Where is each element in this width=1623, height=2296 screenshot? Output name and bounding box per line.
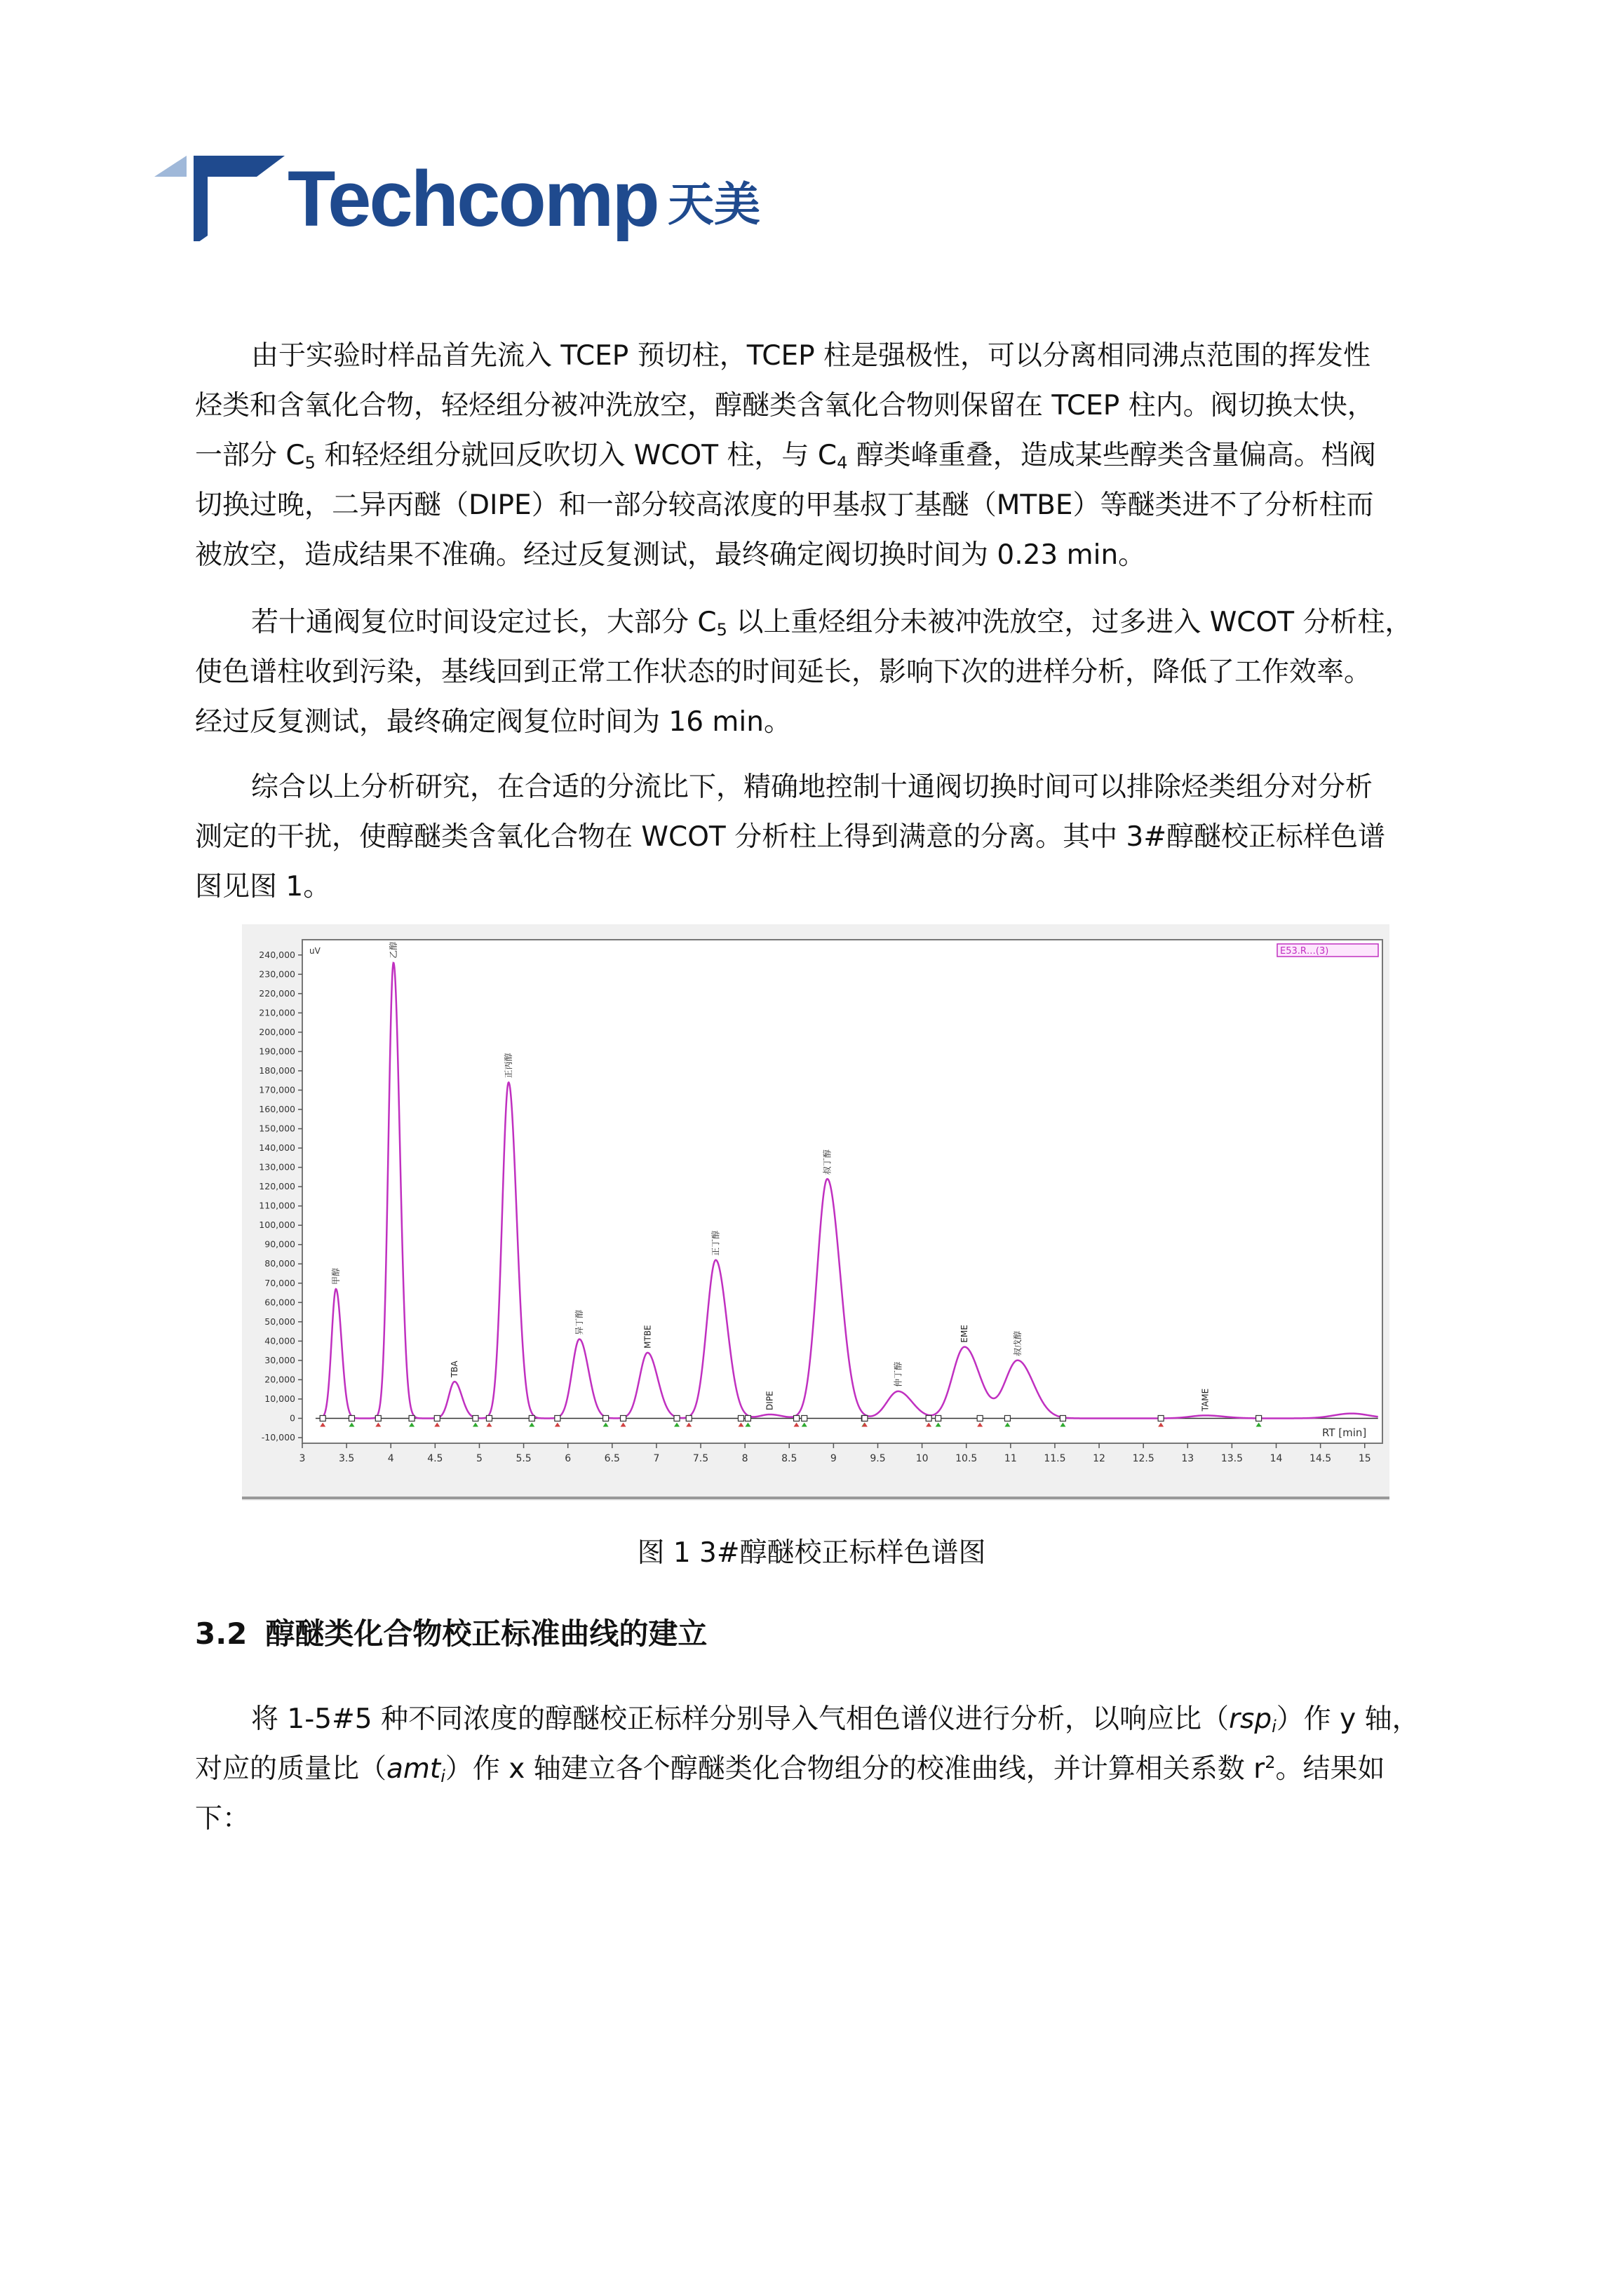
- x-tick-label: 9.5: [870, 1453, 886, 1464]
- peak-label: TBA: [450, 1360, 460, 1378]
- x-tick-label: 11: [1004, 1453, 1017, 1464]
- text-line: 被放空，造成结果不准确。经过反复测试，最终确定阀切换时间为 0.23 min。: [195, 539, 1146, 571]
- figure-caption: 图 1 3#醇醚校正标样色谱图: [637, 1537, 986, 1569]
- techcomp-logo: [154, 150, 772, 241]
- text-run: ）作 y 轴，: [1276, 1703, 1420, 1735]
- paragraph-valve-reset-time: [195, 597, 1464, 747]
- y-tick-label: 240,000: [259, 949, 295, 960]
- peak-label: DIPE: [765, 1391, 775, 1410]
- x-tick-label: 3: [299, 1453, 306, 1464]
- x-tick-label: 8.5: [781, 1453, 797, 1464]
- peak-boundary-marker: [977, 1415, 983, 1421]
- text-run: 醇类峰重叠，造成某些醇类含量偏高。档阀: [847, 440, 1376, 471]
- x-tick-label: 7: [653, 1453, 660, 1464]
- x-axis-title: RT [min]: [1322, 1426, 1367, 1439]
- plot-area: [302, 940, 1382, 1443]
- section-title: 醇醚类化合物校正标准曲线的建立: [265, 1616, 708, 1651]
- chromatogram-figure: [242, 924, 1389, 1501]
- y-tick-label: 150,000: [259, 1123, 295, 1134]
- peak-label: 正丙醇: [504, 1053, 514, 1079]
- peak-boundary-marker: [926, 1415, 931, 1421]
- y-tick-label: 50,000: [264, 1316, 295, 1327]
- y-tick-label: -10,000: [261, 1432, 295, 1443]
- x-tick-label: 9: [830, 1453, 837, 1464]
- y-tick-label: 140,000: [259, 1142, 295, 1154]
- text-line: 图见图 1。: [195, 871, 331, 903]
- variable-amt: amt: [386, 1753, 441, 1785]
- logo-brand-text: Techcomp: [288, 155, 658, 241]
- y-tick-label: 180,000: [259, 1065, 295, 1076]
- peak-boundary-marker: [409, 1415, 415, 1421]
- text-run: 以上重烃组分未被冲洗放空，过多进入 WCOT 分析柱，: [727, 607, 1413, 638]
- y-tick-label: 0: [290, 1412, 295, 1424]
- y-tick-label: 160,000: [259, 1104, 295, 1114]
- peak-label: 叔戊醇: [1012, 1330, 1023, 1356]
- x-tick-label: 13: [1181, 1453, 1194, 1464]
- peak-boundary-marker: [473, 1415, 478, 1421]
- y-tick-label: 230,000: [259, 968, 295, 980]
- x-tick-label: 14: [1270, 1453, 1283, 1464]
- text-line: 使色谱柱收到污染，基线回到正常工作状态的时间延长，影响下次的进样分析，降低了工作效率。: [195, 656, 1372, 688]
- y-tick-label: 190,000: [259, 1046, 295, 1057]
- logo-t-mark: [194, 156, 285, 241]
- text-line: 下：: [195, 1803, 250, 1835]
- y-tick-label: 40,000: [264, 1335, 295, 1346]
- y-tick-label: 70,000: [264, 1277, 295, 1288]
- peak-boundary-marker: [555, 1415, 560, 1421]
- y-tick-label: 90,000: [264, 1238, 295, 1250]
- text-line: 经过反复测试，最终确定阀复位时间为 16 min。: [195, 706, 791, 738]
- x-tick-label: 4: [387, 1453, 394, 1464]
- text-run: ）作 x 轴建立各个醇醚类化合物组分的校准曲线，并计算相关系数 r: [445, 1753, 1265, 1785]
- peak-boundary-marker: [1158, 1415, 1164, 1421]
- text-run: 一部分 C: [195, 440, 305, 471]
- text-line: [195, 1744, 1464, 1794]
- x-tick-label: 13.5: [1220, 1453, 1243, 1464]
- peak-boundary-marker: [794, 1415, 800, 1421]
- text-run: 对应的质量比（: [195, 1753, 387, 1785]
- paragraph-summary: [195, 762, 1464, 912]
- peak-label: 叔丁醇: [822, 1149, 833, 1175]
- x-tick-label: 12.5: [1132, 1453, 1154, 1464]
- peak-boundary-marker: [603, 1415, 609, 1421]
- paragraph-valve-switch-time: [195, 331, 1464, 580]
- peak-boundary-marker: [674, 1415, 680, 1421]
- y-tick-label: 220,000: [259, 987, 295, 999]
- y-tick-label: 80,000: [264, 1258, 295, 1269]
- x-tick-label: 7.5: [692, 1453, 709, 1464]
- text-run: 若十通阀复位时间设定过长，大部分 C: [251, 607, 717, 638]
- x-tick-label: 4.5: [427, 1453, 443, 1464]
- peak-boundary-marker: [375, 1415, 381, 1421]
- legend-label: E53.R…(3): [1280, 946, 1329, 957]
- peak-label: 乙醇: [389, 941, 399, 959]
- peak-boundary-marker: [738, 1415, 743, 1421]
- x-tick-label: 8: [741, 1453, 748, 1464]
- peak-boundary-marker: [1060, 1415, 1065, 1421]
- subscript: 4: [837, 453, 848, 473]
- x-tick-label: 6.5: [604, 1453, 620, 1464]
- text-line: [195, 597, 1464, 647]
- peak-label: 甲醇: [330, 1268, 341, 1285]
- text-line: 综合以上分析研究，在合适的分流比下，精确地控制十通阀切换时间可以排除烃类组分对分析: [251, 771, 1373, 803]
- x-tick-label: 11.5: [1044, 1453, 1066, 1464]
- peak-boundary-marker: [686, 1415, 692, 1421]
- variable-rsp: rsp: [1228, 1703, 1272, 1735]
- peak-boundary-marker: [802, 1415, 807, 1421]
- subscript: 5: [304, 453, 316, 473]
- peak-boundary-marker: [320, 1415, 325, 1421]
- text-run: 将 1-5#5 种不同浓度的醇醚校正标样分别导入气相色谱仪进行分析，以响应比（: [251, 1703, 1229, 1735]
- x-tick-label: 10: [915, 1453, 929, 1464]
- x-tick-label: 5: [476, 1453, 483, 1464]
- y-tick-label: 30,000: [264, 1354, 295, 1365]
- y-tick-label: 10,000: [264, 1393, 295, 1404]
- peak-label: EME: [959, 1325, 970, 1343]
- peak-boundary-marker: [621, 1415, 626, 1421]
- peak-label: TAME: [1200, 1388, 1211, 1412]
- y-axis-unit: uV: [309, 946, 321, 956]
- x-tick-label: 3.5: [338, 1453, 355, 1464]
- subscript: i: [1272, 1717, 1277, 1736]
- y-tick-label: 100,000: [259, 1220, 295, 1231]
- peak-label: 仲丁醇: [893, 1361, 903, 1387]
- chromatogram-chart: [242, 924, 1389, 1501]
- peak-label: 正丁醇: [711, 1230, 721, 1256]
- text-line: 测定的干扰，使醇醚类含氧化合物在 WCOT 分析柱上得到满意的分离。其中 3#醇醚校正标样色谱: [195, 821, 1385, 853]
- peak-boundary-marker: [486, 1415, 492, 1421]
- paragraph-calibration-method: [195, 1694, 1464, 1844]
- x-tick-label: 5.5: [516, 1453, 532, 1464]
- y-tick-label: 20,000: [264, 1374, 295, 1385]
- peak-label: 异丁醇: [574, 1309, 585, 1335]
- y-tick-label: 200,000: [259, 1026, 295, 1037]
- x-tick-label: 14.5: [1309, 1453, 1332, 1464]
- y-tick-label: 170,000: [259, 1084, 295, 1095]
- peak-boundary-marker: [936, 1415, 941, 1421]
- y-tick-label: 130,000: [259, 1161, 295, 1173]
- y-tick-label: 210,000: [259, 1007, 295, 1018]
- peak-boundary-marker: [1004, 1415, 1010, 1421]
- peak-label: MTBE: [642, 1325, 653, 1349]
- text-line: [195, 431, 1464, 480]
- section-number: 3.2: [195, 1616, 248, 1651]
- techcomp-logo-mark: [154, 150, 772, 241]
- text-line: 由于实验时样品首先流入 TCEP 预切柱，TCEP 柱是强极性，可以分离相同沸点范围的挥发性: [251, 340, 1371, 372]
- subscript: 5: [716, 620, 727, 640]
- text-run: 。结果如: [1275, 1753, 1385, 1785]
- peak-boundary-marker: [862, 1415, 868, 1421]
- x-tick-label: 10.5: [955, 1453, 978, 1464]
- logo-wing-light: [154, 156, 187, 177]
- x-tick-label: 15: [1358, 1453, 1371, 1464]
- text-line: 烃类和含氧化合物，轻烃组分被冲洗放空，醇醚类含氧化合物则保留在 TCEP 柱内。阀切换太快，: [195, 390, 1375, 421]
- peak-boundary-marker: [1256, 1415, 1262, 1421]
- y-tick-label: 60,000: [264, 1297, 295, 1308]
- superscript: 2: [1265, 1753, 1276, 1772]
- y-tick-label: 110,000: [259, 1200, 295, 1211]
- logo-brand-cn: 天美: [668, 177, 760, 231]
- y-tick-label: 120,000: [259, 1181, 295, 1192]
- text-line: [195, 1694, 1464, 1744]
- subscript: i: [440, 1767, 445, 1786]
- x-tick-label: 12: [1093, 1453, 1105, 1464]
- peak-boundary-marker: [349, 1415, 354, 1421]
- section-heading: [195, 1613, 707, 1655]
- text-run: 和轻烃组分就回反吹切入 WCOT 柱，与 C: [315, 440, 837, 471]
- x-tick-label: 6: [565, 1453, 572, 1464]
- peak-boundary-marker: [434, 1415, 440, 1421]
- text-line: 切换过晚，二异丙醚（DIPE）和一部分较高浓度的甲基叔丁基醚（MTBE）等醚类进不了分析柱而: [195, 489, 1374, 521]
- peak-boundary-marker: [529, 1415, 534, 1421]
- peak-boundary-marker: [745, 1415, 750, 1421]
